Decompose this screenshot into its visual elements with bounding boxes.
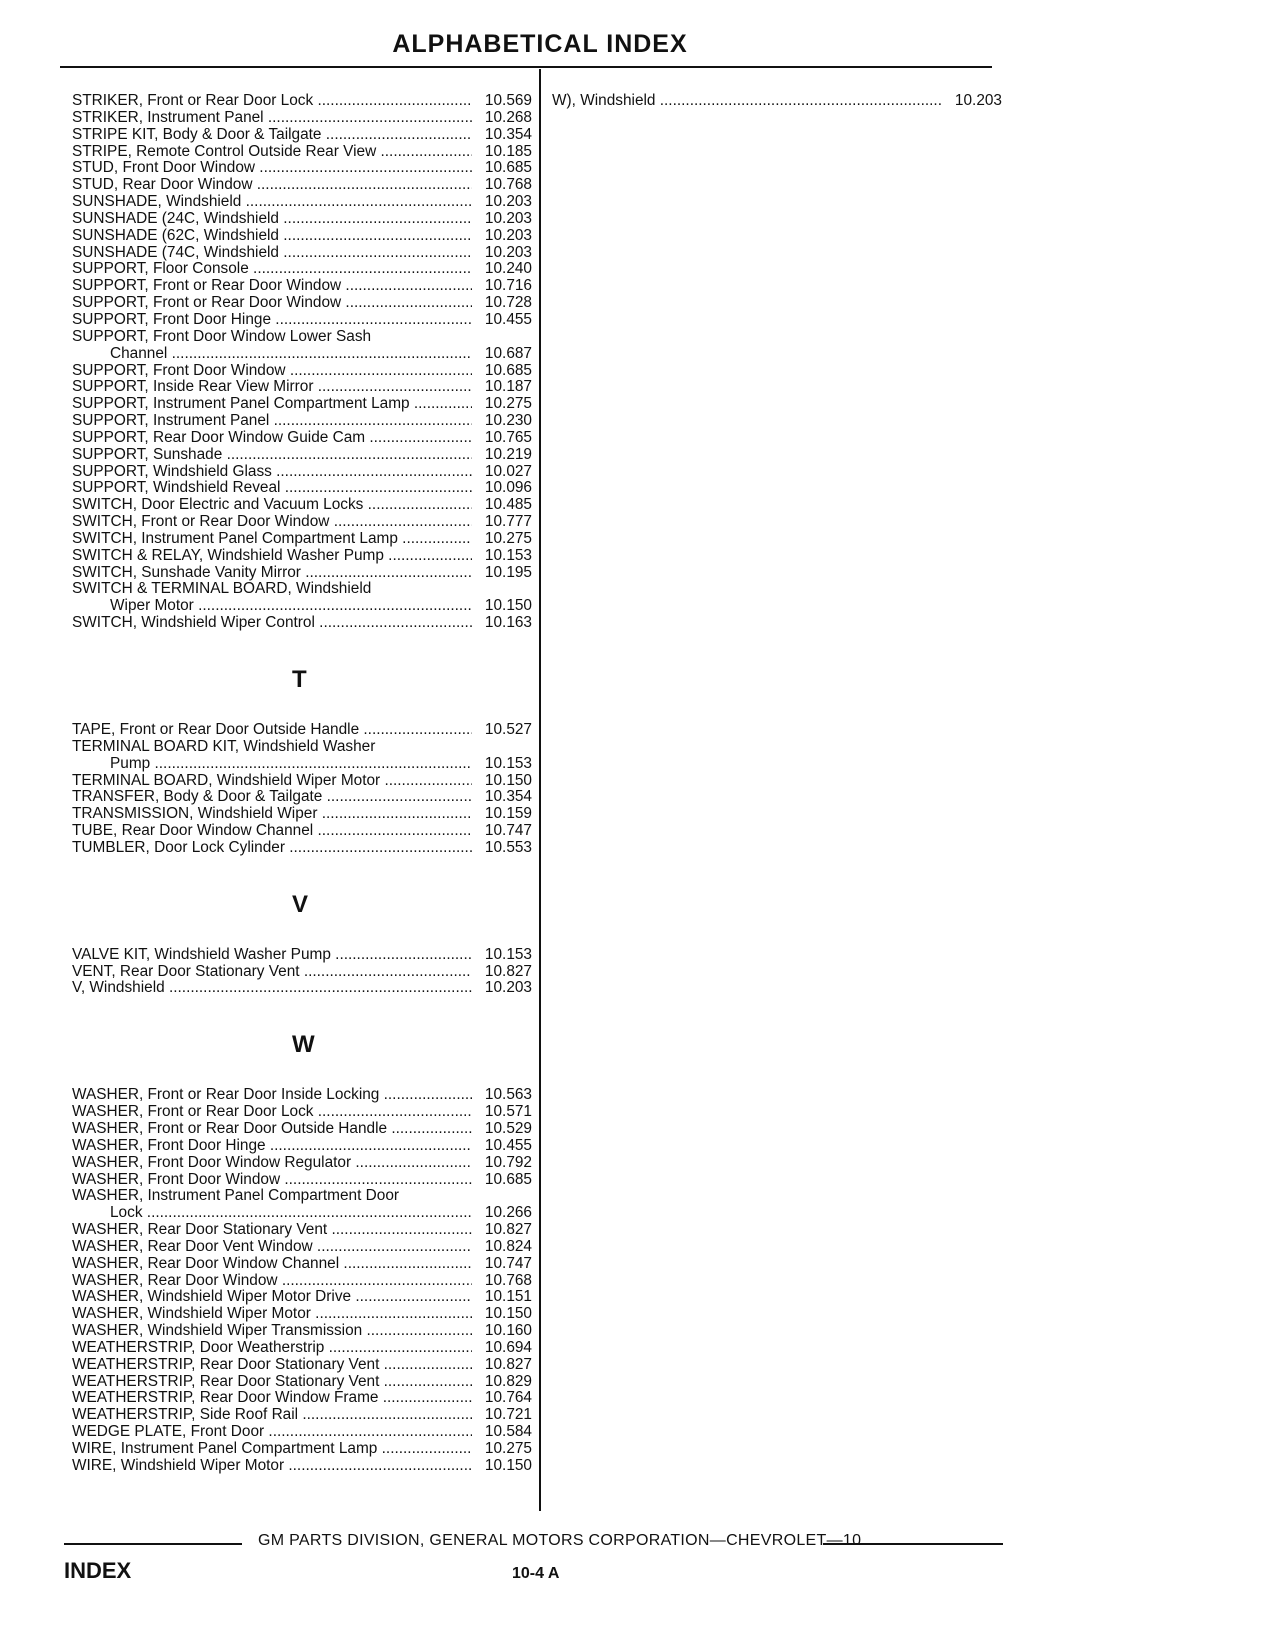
index-entry [72,1458,532,1475]
entry-label: TAPE, Front or Rear Door Outside Handle ..... [72,722,472,739]
footer-rule-left [64,1543,242,1545]
index-entry [72,1357,532,1374]
entry-page-ref: 10.203 [484,979,532,997]
entry-label: SUPPORT, Front Door Hinge ..... [72,312,472,329]
entry-page-ref: 10.527 [484,721,532,738]
entry-label: WASHER, Rear Door Window ..... [72,1273,472,1290]
index-entry [72,346,532,363]
entry-label: Channel ..... [72,346,472,363]
index-entry [72,823,532,840]
entry-label: SUPPORT, Front Door Window Lower Sash [72,328,372,345]
entry-label: WASHER, Front Door Window ..... [72,1172,472,1189]
index-entry [72,396,532,413]
entry-label: SWITCH, Windshield Wiper Control ..... [72,615,472,632]
entry-label: WASHER, Rear Door Window Channel ..... [72,1256,472,1273]
index-entry [72,1205,532,1222]
entry-page-ref: 10.455 [484,1136,532,1154]
index-entry [72,1155,532,1172]
entry-page-ref: 10.694 [484,1338,532,1356]
entry-page-ref: 10.153 [484,945,532,963]
entry-page-ref: 10.187 [484,378,532,396]
entry-label: WASHER, Front or Rear Door Outside Handle ..... [72,1121,472,1138]
entry-label: TUBE, Rear Door Window Channel ..... [72,823,472,840]
index-entry [72,1424,532,1441]
index-entry [72,531,532,548]
index-entry [72,1104,532,1121]
entry-page-ref: 10.728 [484,294,532,312]
index-entry [72,947,532,964]
entry-label: SUPPORT, Instrument Panel Compartment Lamp ..... [72,396,472,413]
entry-label: TERMINAL BOARD KIT, Windshield Washer [72,738,376,755]
entry-label: SUNSHADE (74C, Windshield ..... [72,245,472,262]
entry-page-ref: 10.747 [484,1254,532,1272]
entry-page-ref: 10.485 [484,496,532,514]
entry-page-ref: 10.354 [484,125,532,143]
entry-label: SUPPORT, Windshield Glass ..... [72,464,472,481]
index-entry [72,1121,532,1138]
index-entry [72,160,532,177]
entry-page-ref: 10.096 [484,479,532,497]
entry-label: WEATHERSTRIP, Door Weatherstrip ..... [72,1340,472,1357]
index-entry [72,312,532,329]
entry-page-ref: 10.203 [484,243,532,261]
entry-label: SUPPORT, Floor Console ..... [72,261,472,278]
v-section [72,947,532,998]
entry-label: WASHER, Windshield Wiper Motor Drive ..... [72,1289,472,1306]
entry-label: SUNSHADE (62C, Windshield ..... [72,228,472,245]
entry-label: SUPPORT, Inside Rear View Mirror ..... [72,379,472,396]
letter-heading-w [72,997,532,1087]
index-entry [72,756,532,773]
entry-page-ref: 10.163 [484,614,532,632]
t-section [72,722,532,857]
entry-label: V, Windshield ..... [72,980,472,997]
index-entry [72,245,532,262]
entry-page-ref: 10.685 [484,1170,532,1188]
index-entry [72,1340,532,1357]
entry-page-ref: 10.824 [484,1237,532,1255]
entry-label: W), Windshield ..... [552,93,942,110]
entry-label: SUPPORT, Front or Rear Door Window ..... [72,295,472,312]
entry-page-ref: 10.563 [484,1086,532,1104]
entry-label: STRIPE KIT, Body & Door & Tailgate ..... [72,127,472,144]
index-entry [72,1289,532,1306]
entry-label: SWITCH, Instrument Panel Compartment Lamp ..... [72,531,472,548]
entry-label: WASHER, Rear Door Vent Window ..... [72,1239,472,1256]
entry-label: SWITCH, Front or Rear Door Window ..... [72,514,472,531]
entry-page-ref: 10.687 [484,344,532,362]
entry-page-ref: 10.529 [484,1119,532,1137]
entry-label: SUNSHADE (24C, Windshield ..... [72,211,472,228]
index-entry [72,1390,532,1407]
entry-label: SWITCH & TERMINAL BOARD, Windshield [72,581,372,598]
entry-page-ref: 10.203 [484,209,532,227]
index-entry [72,1441,532,1458]
index-entry [72,261,532,278]
entry-label: STRIKER, Instrument Panel ..... [72,110,472,127]
entry-page-ref: 10.185 [484,142,532,160]
index-entry [72,1306,532,1323]
index-entry [72,806,532,823]
entry-page-ref: 10.240 [484,260,532,278]
entry-page-ref: 10.275 [484,529,532,547]
entry-label: TRANSFER, Body & Door & Tailgate ..... [72,789,472,806]
index-entry [72,1374,532,1391]
entry-page-ref: 10.685 [484,159,532,177]
s-section [72,93,532,632]
entry-label: WASHER, Instrument Panel Compartment Door [72,1188,400,1205]
index-entry [72,1087,532,1104]
entry-label: WASHER, Windshield Wiper Transmission ..... [72,1323,472,1340]
entry-page-ref: 10.159 [484,805,532,823]
entry-page-ref: 10.151 [484,1288,532,1306]
entry-label: WASHER, Windshield Wiper Motor ..... [72,1306,472,1323]
entry-page-ref: 10.571 [484,1103,532,1121]
index-entry [72,548,532,565]
footer-page-number: 10-4 A [512,1565,560,1582]
footer-publisher: GM PARTS DIVISION, GENERAL MOTORS CORPORATION—CHEVROLET—10 [258,1532,862,1549]
index-entry [72,228,532,245]
entry-page-ref: 10.716 [484,277,532,295]
index-entry [72,329,532,346]
entry-page-ref: 10.721 [484,1406,532,1424]
entry-page-ref: 10.150 [484,1305,532,1323]
index-entry [72,598,532,615]
index-entry [72,1222,532,1239]
index-entry [72,413,532,430]
entry-page-ref: 10.027 [484,462,532,480]
entry-label: STRIKER, Front or Rear Door Lock ..... [72,93,472,110]
entry-page-ref: 10.275 [484,395,532,413]
index-entry [72,980,532,997]
entry-label: WASHER, Front or Rear Door Inside Locking ..... [72,1087,472,1104]
entry-page-ref: 10.150 [484,1456,532,1474]
index-entry [72,581,532,598]
index-entry [552,93,1002,110]
entry-page-ref: 10.203 [954,92,1002,109]
entry-label: TRANSMISSION, Windshield Wiper ..... [72,806,472,823]
entry-label: SWITCH & RELAY, Windshield Washer Pump ..... [72,548,472,565]
index-entry [72,127,532,144]
entry-page-ref: 10.569 [484,92,532,109]
title-rule [60,66,992,68]
left-index-column [72,93,532,1475]
index-entry [72,211,532,228]
entry-page-ref: 10.230 [484,412,532,430]
index-entry [72,497,532,514]
letter-w: W [292,1031,315,1059]
index-entry [72,840,532,857]
entry-page-ref: 10.827 [484,1355,532,1373]
index-entry [72,480,532,497]
index-entry [72,739,532,756]
entry-label: WEDGE PLATE, Front Door ..... [72,1424,472,1441]
footer-rule-right [823,1543,1003,1545]
entry-label: Wiper Motor ..... [72,598,472,615]
index-entry [72,1407,532,1424]
entry-label: WASHER, Rear Door Stationary Vent ..... [72,1222,472,1239]
entry-page-ref: 10.765 [484,428,532,446]
entry-label: VENT, Rear Door Stationary Vent ..... [72,964,472,981]
entry-page-ref: 10.764 [484,1389,532,1407]
index-entry [72,363,532,380]
index-entry [72,278,532,295]
letter-heading-t [72,632,532,722]
entry-label: WASHER, Front Door Window Regulator ..... [72,1155,472,1172]
entry-label: VALVE KIT, Windshield Washer Pump ..... [72,947,472,964]
index-entry [72,565,532,582]
entry-page-ref: 10.150 [484,597,532,615]
entry-label: WEATHERSTRIP, Side Roof Rail ..... [72,1407,472,1424]
index-entry [72,93,532,110]
entry-label: SUPPORT, Windshield Reveal ..... [72,480,472,497]
index-entry [72,789,532,806]
entry-label: SUPPORT, Rear Door Window Guide Cam ..... [72,430,472,447]
entry-page-ref: 10.827 [484,1221,532,1239]
entry-label: WIRE, Instrument Panel Compartment Lamp ..... [72,1441,472,1458]
entry-label: WASHER, Front or Rear Door Lock ..... [72,1104,472,1121]
entry-label: SUPPORT, Sunshade ..... [72,447,472,464]
letter-heading-v [72,857,532,947]
entry-label: WEATHERSTRIP, Rear Door Stationary Vent ..... [72,1374,472,1391]
entry-label: WEATHERSTRIP, Rear Door Window Frame ..... [72,1390,472,1407]
entry-page-ref: 10.153 [484,546,532,564]
entry-page-ref: 10.584 [484,1423,532,1441]
letter-v: V [292,890,309,918]
index-entry [72,514,532,531]
entry-page-ref: 10.777 [484,513,532,531]
right-index-column [552,93,1002,110]
entry-page-ref: 10.768 [484,176,532,194]
entry-label: STUD, Front Door Window ..... [72,160,472,177]
entry-page-ref: 10.685 [484,361,532,379]
entry-page-ref: 10.553 [484,838,532,856]
entry-label: STUD, Rear Door Window ..... [72,177,472,194]
index-entry [72,1323,532,1340]
entry-page-ref: 10.203 [484,193,532,211]
index-entry [72,722,532,739]
entry-page-ref: 10.268 [484,108,532,126]
entry-label: WEATHERSTRIP, Rear Door Stationary Vent ..... [72,1357,472,1374]
index-entry [72,379,532,396]
entry-label: Lock ..... [72,1205,472,1222]
page-title: ALPHABETICAL INDEX [392,30,688,58]
entry-label: SWITCH, Door Electric and Vacuum Locks ..... [72,497,472,514]
entry-label: SWITCH, Sunshade Vanity Mirror ..... [72,565,472,582]
index-entry [72,144,532,161]
entry-page-ref: 10.266 [484,1204,532,1222]
right-section [552,93,1002,110]
index-entry [72,1172,532,1189]
column-divider [539,69,541,1511]
w-section [72,1087,532,1474]
entry-page-ref: 10.275 [484,1440,532,1457]
index-entry [72,1256,532,1273]
letter-t: T [292,666,307,693]
index-entry [72,295,532,312]
entry-page-ref: 10.354 [484,788,532,806]
index-entry [72,177,532,194]
index-entry [72,430,532,447]
index-entry [72,964,532,981]
footer-section-label: INDEX [64,1558,132,1583]
entry-label: TUMBLER, Door Lock Cylinder ..... [72,840,472,857]
index-entry [72,1273,532,1290]
entry-page-ref: 10.160 [484,1322,532,1340]
entry-label: WASHER, Front Door Hinge ..... [72,1138,472,1155]
index-entry [72,110,532,127]
index-entry [72,1188,532,1205]
index-entry [72,773,532,790]
entry-page-ref: 10.203 [484,226,532,244]
entry-page-ref: 10.153 [484,754,532,772]
entry-page-ref: 10.792 [484,1153,532,1171]
entry-page-ref: 10.150 [484,771,532,789]
index-entry [72,1138,532,1155]
entry-label: Pump ..... [72,756,472,773]
entry-page-ref: 10.455 [484,310,532,328]
index-entry [72,447,532,464]
index-entry [72,194,532,211]
entry-page-ref: 10.195 [484,563,532,581]
entry-label: SUPPORT, Instrument Panel ..... [72,413,472,430]
index-entry [72,615,532,632]
entry-label: TERMINAL BOARD, Windshield Wiper Motor ..... [72,773,472,790]
entry-page-ref: 10.219 [484,445,532,463]
entry-label: SUNSHADE, Windshield ..... [72,194,472,211]
entry-label: WIRE, Windshield Wiper Motor ..... [72,1458,472,1475]
entry-label: SUPPORT, Front or Rear Door Window ..... [72,278,472,295]
entry-label: SUPPORT, Front Door Window ..... [72,363,472,380]
entry-label: STRIPE, Remote Control Outside Rear View ..... [72,144,472,161]
index-entry [72,464,532,481]
entry-page-ref: 10.768 [484,1271,532,1289]
entry-page-ref: 10.747 [484,822,532,840]
entry-page-ref: 10.827 [484,962,532,980]
entry-page-ref: 10.829 [484,1372,532,1390]
index-entry [72,1239,532,1256]
